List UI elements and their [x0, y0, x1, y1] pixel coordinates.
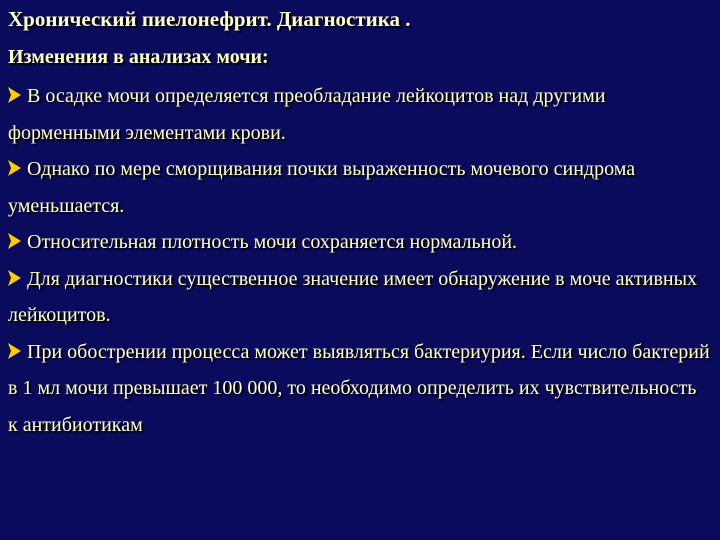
bullet-text: Однако по мере сморщивания почки выраженность мочевого синдрома уменьшается.: [8, 158, 636, 217]
arrow-right-icon: [8, 270, 21, 286]
bullet-list: [8, 78, 712, 443]
bullet-item: [8, 261, 710, 334]
bullet-item: [8, 334, 710, 444]
arrow-right-icon: [8, 233, 21, 249]
bullet-text: В осадке мочи определяется преобладание лейкоцитов над другими форменными элементами крови.: [8, 85, 606, 144]
slide-title: Хронический пиелонефрит. Диагностика .: [8, 7, 411, 31]
bullet-item: [8, 151, 710, 224]
bullet-text: Относительная плотность мочи сохраняется нормальной.: [27, 231, 518, 253]
bullet-text: Для диагностики существенное значение имеет обнаружение в моче активных лейкоцитов.: [8, 267, 698, 326]
arrow-right-icon: [8, 160, 21, 176]
bullet-text: При обострении процесса может выявляться бактериурия. Если число бактерий в 1 мл мочи превышает 100 000, то необходимо определить их чувствительность к антибиотикам: [8, 340, 710, 436]
arrow-right-icon: [8, 343, 21, 359]
arrow-right-icon: [8, 87, 21, 103]
bullet-item: [8, 224, 710, 261]
bullet-item: [8, 78, 710, 151]
section-heading: Изменения в анализах мочи:: [8, 46, 269, 68]
